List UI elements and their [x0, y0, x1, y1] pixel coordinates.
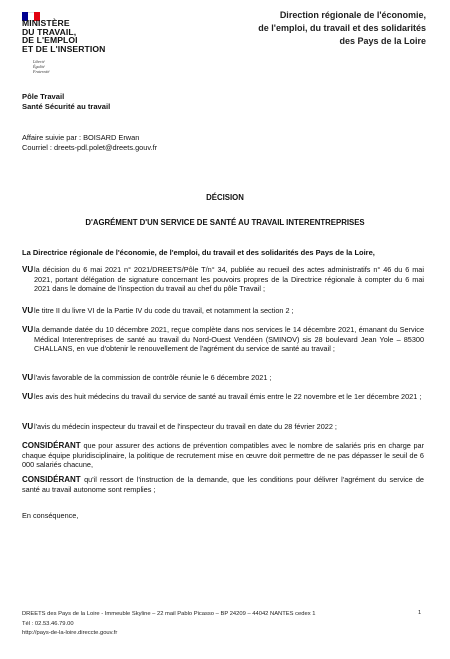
clause-text: la décision du 6 mai 2021 n° 2021/DREETS/Pôle T/n° 34, publiée au recueil des actes administratifs n° 46 du 6 mai 2021, portant délégation de signature concernant les pouvoirs propres de la Directrice régionale à compter du 6 mai 2021 dans le domaine de l'inspection du travail au chef du pôle Travail ;	[34, 265, 424, 294]
page-number: 1	[418, 610, 422, 616]
motto-line: Égalité	[33, 64, 45, 69]
ministry-name	[22, 19, 105, 53]
clause-vu	[22, 392, 424, 412]
regional-direction	[206, 9, 426, 48]
clause-keyword: CONSIDÉRANT	[22, 475, 85, 484]
clause-vu	[22, 265, 424, 294]
ministry-line: DU TRAVAIL,	[22, 26, 77, 37]
clause-text: les avis des huit médecins du travail du service de santé au travail émis entre le 22 novembre et le 1er décembre 2021 ;	[34, 392, 422, 401]
clause-vu	[22, 306, 424, 316]
direction-line: des Pays de la Loire	[339, 36, 426, 46]
document-subtitle: D'AGRÉMENT D'UN SERVICE DE SANTÉ AU TRAVAIL INTERENTREPRISES	[85, 218, 365, 227]
footer-address: DREETS des Pays de la Loire - Immeuble Skyline – 22 mail Pablo Picasso – BP 24209 – 44042 NANTES cedex 1	[22, 611, 316, 617]
republic-motto	[33, 59, 49, 74]
clause-considerant	[22, 475, 424, 495]
ministry-line: MINISTÈRE	[22, 18, 70, 28]
clause-vu	[22, 373, 424, 383]
motto-line: Liberté	[33, 59, 45, 64]
clause-text: qu'il ressort de l'instruction de la demande, que les conditions pour délivrer l'agrément du service de santé au travail autonome sont remplies ;	[22, 475, 424, 494]
ministry-line: DE L'EMPLOI	[22, 35, 78, 46]
clause-keyword: VU	[22, 325, 34, 334]
document-title: DÉCISION	[206, 193, 244, 202]
pole-name: Pôle Travail	[22, 92, 65, 101]
ministry-line: ET DE L'INSERTION	[22, 43, 106, 54]
clause-considerant	[22, 441, 424, 471]
clause-keyword: CONSIDÉRANT	[22, 441, 84, 450]
footer	[22, 610, 315, 639]
clause-keyword: VU	[22, 306, 34, 315]
intro-line: La Directrice régionale de l'économie, de l'emploi, du travail et des solidarités des Pays de la Loire,	[22, 248, 375, 257]
consequence-line: En conséquence,	[22, 511, 79, 520]
clause-text: la demande datée du 10 décembre 2021, reçue complète dans nos services le 14 décembre 2021, émanant du Service Médical Interentreprises de santé au travail du Nord-Ouest Vendéen (SMINOV) sis 28 boulevard Jean Yole – 85300 CHALLANS, en vue d'obtenir le renouvellement de l'agrément du service de santé au travail ;	[34, 325, 424, 354]
pole-service: Santé Sécurité au travail	[22, 102, 111, 111]
direction-line: Direction régionale de l'économie,	[279, 10, 426, 20]
clause-vu	[22, 325, 424, 364]
clause-text: l'avis du médecin inspecteur du travail et de l'inspecteur du travail en date du 28 février 2022 ;	[34, 422, 337, 431]
clause-text: l'avis favorable de la commission de contrôle réunie le 6 décembre 2021 ;	[34, 373, 272, 382]
footer-tel: Tél : 02.53.46.79.00	[22, 620, 74, 627]
motto-line: Fraternité	[33, 69, 50, 74]
affaire-suivie: Affaire suivie par : BOISARD Erwan	[22, 133, 140, 142]
clause-text: le titre II du livre VI de la Partie IV du code du travail, et notamment la section 2 ;	[34, 306, 294, 315]
contact-block	[22, 133, 157, 152]
clause-vu	[22, 422, 424, 432]
republic-flag-icon	[22, 8, 40, 17]
clause-text: que pour assurer des actions de prévention compatibles avec le nombre de salariés pris en charge par chaque équipe pluridisciplinaire, la politique de recrutement mise en œuvre doit permettre de ne pas dépasser le seuil de 6 000 salariés chacune,	[22, 441, 425, 470]
footer-url[interactable]: http://pays-de-la-loire.direccte.gouv.fr	[22, 630, 118, 636]
clause-keyword: VU	[22, 373, 34, 382]
clause-keyword: VU	[22, 265, 34, 274]
clause-keyword: VU	[22, 422, 34, 431]
pole-block	[22, 92, 110, 112]
direction-line: de l'emploi, du travail et des solidarités	[258, 23, 426, 33]
clause-keyword: VU	[22, 392, 34, 401]
courriel[interactable]: Courriel : dreets-pdl.polet@dreets.gouv.fr	[22, 142, 158, 152]
